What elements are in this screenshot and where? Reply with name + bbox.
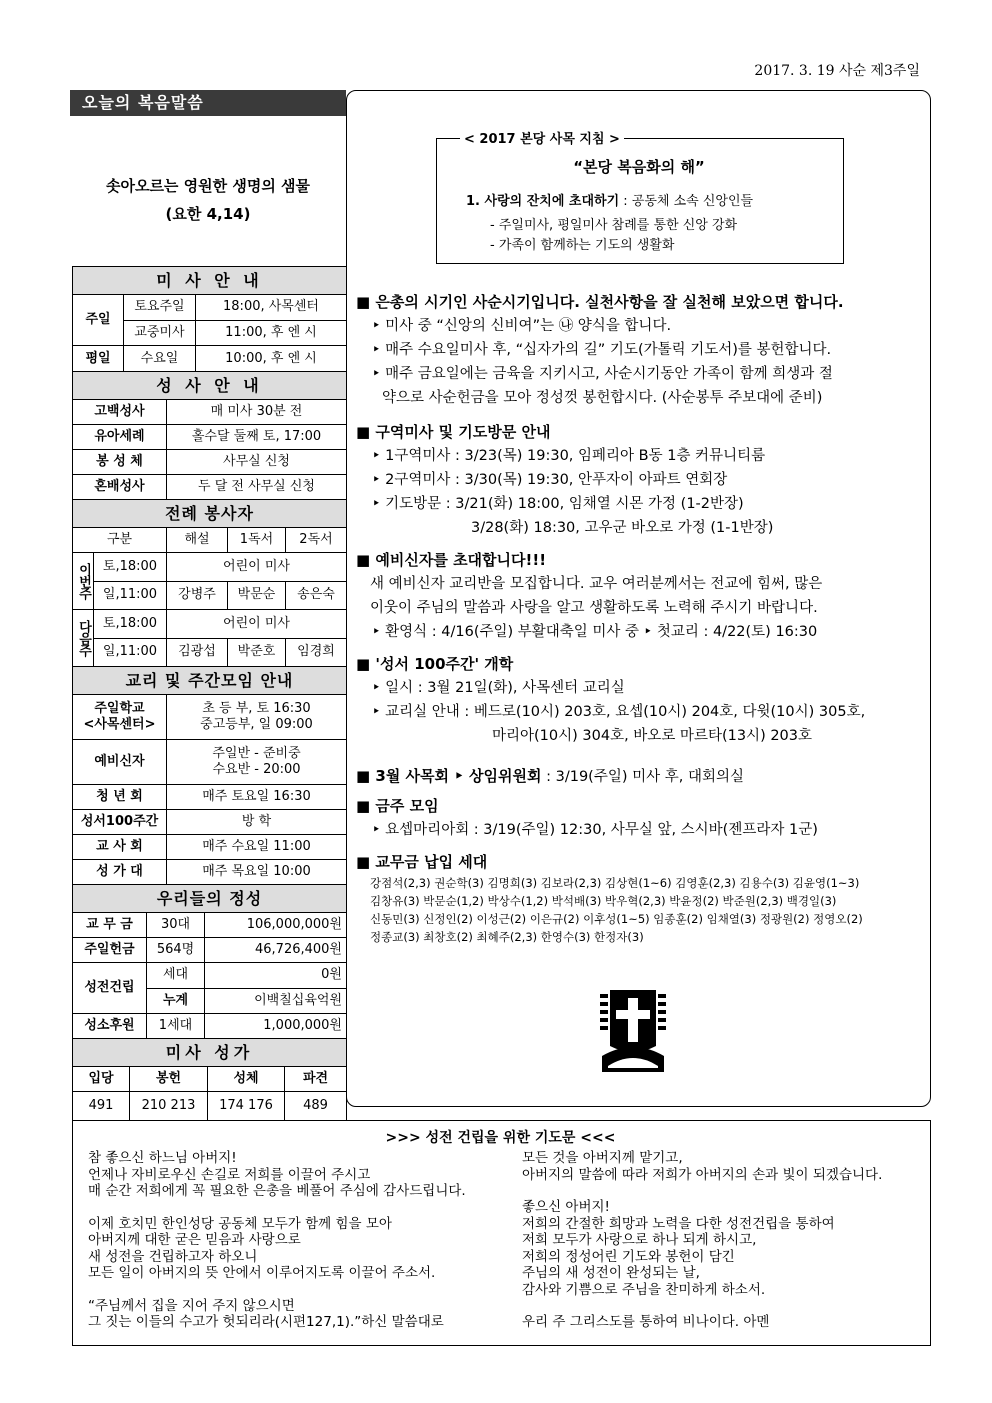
prayer-line [522, 1183, 922, 1199]
sacrament-value: 매 미사 30분 전 [210, 404, 303, 419]
liturgy-reader: 강병주 [167, 582, 228, 610]
news-lent-heading: ■ 은총의 시기인 사순시기입니다. 실천사항을 잘 실천해 보았으면 합니다. [356, 293, 844, 311]
news-catechumen [356, 548, 926, 644]
news-meeting [356, 794, 926, 842]
news-item: ‣ 교리실 안내 : 베드로(10시) 203호, 요셉(10시) 204호, 다윗(10시) 305호, [372, 704, 866, 720]
policy-item1-bold: 1. 사랑의 잔치에 초대하기 [466, 194, 620, 209]
liturgy-header: 2독서 [299, 532, 333, 547]
liturgy-merged: 어린이 미사 [223, 615, 290, 631]
weekday-label: 평일 [73, 346, 124, 371]
gospel-banner [70, 90, 346, 116]
policy-item1-rest: : 공동체 소속 신앙인들 [619, 194, 754, 209]
building-amount: 이백칠십육억원 [254, 992, 342, 1008]
news-item: ‣ 1구역미사 : 3/23(목) 19:30, 임페리아 B동 1층 커뮤니티룸 [372, 448, 766, 464]
doctrine-name: 교 사 회 [73, 835, 167, 859]
news-item: 새 예비신자 교리반을 모집합니다. 교우 여러분께서는 전교에 힘써, 많은 [370, 576, 823, 592]
policy-sub2: - 가족이 함께하는 기도의 생활화 [490, 238, 675, 253]
liturgy-time: 토,18:00 [94, 610, 167, 638]
policy-headline: “본당 복음화의 해” [573, 158, 705, 176]
sacrament-value: 홀수달 둘째 토, 17:00 [191, 429, 322, 444]
news-district [356, 420, 926, 540]
liturgy-header: 구분 [73, 528, 167, 552]
offering-amount: 106,000,000원 [246, 917, 342, 932]
offering-name: 성소후원 [73, 1014, 147, 1038]
dues-list-line: 정종교(3) 최창호(2) 최혜주(2,3) 한영수(3) 한정자(3) [370, 930, 644, 944]
news-bible-heading: ■ '성서 100주간' 개학 [356, 655, 514, 673]
news-dues [356, 850, 926, 946]
policy-item1 [466, 190, 753, 209]
hymn-header: 성체 [208, 1067, 285, 1091]
news-meeting-heading: ■ 금주 모임 [356, 797, 439, 815]
mass-section-title: 미 사 안 내 [73, 267, 346, 295]
prayer-title: >>> 성전 건립을 위한 기도문 <<< [385, 1130, 616, 1146]
offering-name: 교 무 금 [73, 913, 147, 937]
news-council-heading: ■ 3월 사목회 ‣ 상임위원회 [356, 767, 542, 785]
prayer-left-column [88, 1150, 508, 1331]
news-bible [356, 652, 926, 748]
mass-name: 교중미사 [124, 321, 196, 346]
doctrine-name: 청 년 회 [73, 785, 167, 809]
building-amount: 0원 [321, 967, 342, 983]
news-item: ‣ 요셉마리아회 : 3/19(주일) 12:30, 사무실 앞, 스시바(젠프라자 1군) [372, 822, 818, 838]
offering-count: 564명 [147, 938, 205, 962]
news-item: 마리아(10시) 304호, 바오로 마르타(13시) 203호 [492, 728, 813, 744]
mass-name: 수요일 [124, 346, 196, 371]
hymn-header: 입당 [73, 1067, 130, 1091]
liturgy-reader: 김광섭 [167, 639, 228, 667]
building-count: 세대 [147, 963, 205, 988]
sacrament-name: 혼배성사 [73, 475, 167, 499]
prayer-line [88, 1282, 508, 1298]
policy-sub1: - 주일미사, 평일미사 참례를 통한 신앙 강화 [490, 218, 738, 233]
news-council [356, 764, 926, 789]
building-count: 누계 [147, 989, 205, 1014]
sacrament-section-title: 성 사 안 내 [73, 372, 346, 400]
offering-name: 주일헌금 [73, 938, 147, 962]
prayer-line: 매 순간 저희에게 꼭 필요한 은총을 베풀어 주심에 감사드립니다. [88, 1183, 466, 1199]
doctrine-value: 매주 수요일 11:00 [202, 839, 311, 854]
liturgy-section-title: 전례 봉사자 [73, 500, 346, 528]
prayer-line: 아버지께 대한 굳은 믿음과 사랑으로 [88, 1232, 301, 1248]
doctrine-value: 초 등 부, 토 16:30 중고등부, 일 09:00 [200, 701, 313, 732]
news-item: ‣ 미사 중 “신앙의 신비여”는 ㉯ 양식을 합니다. [372, 318, 672, 334]
prayer-line: 감사와 기쁨으로 주님을 찬미하게 하소서. [522, 1281, 766, 1298]
policy-title: < 2017 본당 사목 지침 > [460, 128, 624, 147]
gospel-verse [70, 172, 346, 228]
liturgy-time: 일,11:00 [94, 582, 167, 610]
news-district-heading: ■ 구역미사 및 기도방문 안내 [356, 423, 551, 441]
prayer-line: 새 성전을 건립하고자 하오니 [88, 1248, 258, 1265]
liturgy-reader: 박준호 [228, 639, 286, 667]
news-item: 3/28(화) 18:30, 고우군 바오로 가정 (1-1반장) [471, 520, 774, 536]
doctrine-value: 주일반 - 준비중 수요반 - 20:00 [212, 746, 301, 777]
prayer-line: 저희의 간절한 희망과 노력을 다한 성전건립을 통하여 [522, 1215, 835, 1232]
mass-name: 토요주일 [124, 295, 196, 320]
news-dues-heading: ■ 교무금 납입 세대 [356, 853, 488, 871]
prayer-line [522, 1298, 922, 1314]
news-catechumen-heading: ■ 예비신자를 초대합니다!!! [356, 551, 547, 569]
liturgy-time: 토,18:00 [94, 553, 167, 581]
prayer-line: 언제나 자비로우신 손길로 저희를 이끌어 주시고 [88, 1166, 371, 1183]
building-label: 성전건립 [73, 963, 147, 1013]
prayer-line: 모든 일이 아버지의 뜻 안에서 이루어지도록 이끌어 주소서. [88, 1265, 436, 1281]
doctrine-name: 주일학교 <사목센터> [73, 695, 167, 739]
liturgy-reader: 송은숙 [297, 587, 335, 603]
doctrine-value: 매주 목요일 10:00 [202, 864, 311, 879]
prayer-line: 좋으신 아버지! [522, 1199, 610, 1215]
parish-cross-logo-icon [600, 988, 666, 1072]
dues-list-line: 신동민(3) 신정인(2) 이성근(2) 이은규(2) 이후성(1~5) 임종훈(2) 임채열(3) 정광원(2) 정영오(2) [370, 912, 863, 926]
news-item: 이웃이 주님의 말씀과 사랑을 알고 생활하도록 노력해 주시기 바랍니다. [370, 600, 818, 616]
hymn-value: 210 213 [130, 1092, 208, 1120]
sacrament-name: 고백성사 [73, 400, 167, 424]
prayer-line: 그 짓는 이들의 수고가 헛되리라(시편127,1).”하신 말씀대로 [88, 1314, 444, 1330]
sacrament-name: 유아세례 [73, 425, 167, 449]
sacrament-value: 두 달 전 사무실 신청 [198, 479, 315, 494]
prayer-line: 저희의 정성어린 기도와 봉헌이 담긴 [522, 1248, 735, 1265]
verse-line1: 솟아오르는 영원한 생명의 샘물 [105, 177, 311, 195]
liturgy-reader: 박문순 [228, 582, 286, 610]
gospel-banner-label: 오늘의 복음말씀 [82, 93, 204, 112]
hymn-header: 봉헌 [130, 1067, 208, 1091]
mass-time: 11:00, 후 엔 시 [225, 324, 317, 340]
dues-list-line: 강점석(2,3) 권순학(3) 김명희(3) 김보라(2,3) 김상현(1~6) 김영훈(2,3) 김용수(3) 김윤영(1~3) [370, 876, 860, 890]
liturgy-merged: 어린이 미사 [223, 558, 290, 574]
offering-count: 30대 [147, 913, 205, 937]
sunday-label: 주일 [73, 295, 124, 345]
hymn-value: 174 176 [208, 1092, 285, 1120]
hymn-value: 491 [73, 1092, 130, 1120]
prayer-line: 저희 모두가 사랑으로 하나 되게 하시고, [522, 1232, 757, 1248]
news-item: 약으로 사순헌금을 모아 정성껏 봉헌합시다. (사순봉투 주보대에 준비) [382, 390, 823, 406]
hymn-value: 489 [303, 1098, 328, 1113]
liturgy-time: 일,11:00 [94, 639, 167, 667]
doctrine-section-title: 교리 및 주간모임 안내 [73, 667, 346, 695]
hymn-header: 파견 [302, 1071, 329, 1086]
news-item: ‣ 매주 금요일에는 금육을 지키시고, 사순시기동안 가족이 함께 희생과 절 [372, 366, 833, 382]
this-week-label: 이번주 [73, 553, 94, 609]
next-week-label: 다음주 [73, 610, 94, 666]
verse-line2: (요한 4,14) [165, 205, 251, 223]
dues-list-line: 김창유(3) 박문순(1,2) 박상수(1,2) 박석배(3) 박우혁(2,3) 박윤정(2) 박준원(2,3) 백경일(3) [370, 894, 837, 908]
prayer-line: 모든 것을 아버지께 맡기고, [522, 1150, 683, 1166]
sacrament-value: 사무실 신청 [223, 454, 290, 469]
news-lent [356, 290, 926, 410]
news-item: ‣ 환영식 : 4/16(주일) 부활대축일 미사 중 ‣ 첫교리 : 4/22(토) 16:30 [372, 624, 818, 640]
liturgy-header: 1독서 [228, 528, 286, 552]
news-item: ‣ 일시 : 3월 21일(화), 사목센터 교리실 [372, 680, 625, 696]
prayer-line: 우리 주 그리스도를 통하여 비나이다. 아멘 [522, 1314, 770, 1330]
sacrament-name: 봉 성 체 [73, 450, 167, 474]
offering-amount: 1,000,000원 [263, 1018, 342, 1033]
mass-time: 10:00, 후 엔 시 [225, 350, 317, 366]
doctrine-value: 매주 토요일 16:30 [202, 789, 311, 804]
bulletin-date: 2017. 3. 19 사순 제3주일 [754, 63, 920, 79]
doctrine-name: 성서100주간 [73, 810, 167, 834]
doctrine-value: 방 학 [241, 814, 272, 829]
doctrine-name: 예비신자 [73, 740, 167, 784]
prayer-line: 참 좋으신 하느님 아버지! [88, 1150, 237, 1166]
prayer-line: 아버지의 말씀에 따라 저희가 아버지의 손과 빛이 되겠습니다. [522, 1166, 883, 1183]
hymn-section-title: 미사 성가 [73, 1039, 346, 1067]
prayer-line [88, 1200, 508, 1216]
prayer-line: “주님께서 집을 지어 주지 않으시면 [88, 1297, 295, 1314]
liturgy-header: 해설 [167, 528, 228, 552]
prayer-line: 이제 호치민 한인성당 공동체 모두가 함께 힘을 모아 [88, 1215, 392, 1232]
offering-amount: 46,726,400원 [255, 942, 342, 957]
news-council-rest: : 3/19(주일) 미사 후, 대회의실 [541, 769, 744, 785]
doctrine-name: 성 가 대 [73, 860, 167, 884]
prayer-right-column [522, 1150, 922, 1331]
prayer-line: 주님의 새 성전이 완성되는 날, [522, 1265, 700, 1281]
news-item: ‣ 2구역미사 : 3/30(목) 19:30, 안푸자이 아파트 연회장 [372, 472, 728, 488]
info-table [72, 266, 347, 1121]
offering-section-title: 우리들의 정성 [73, 885, 346, 913]
liturgy-reader: 임경희 [297, 644, 335, 660]
mass-time: 18:00, 사목센터 [223, 299, 319, 315]
news-item: ‣ 매주 수요일미사 후, “십자가의 길” 기도(가톨릭 기도서)를 봉헌합니다. [372, 342, 832, 358]
news-item: ‣ 기도방문 : 3/21(화) 18:00, 임채열 시몬 가정 (1-2반장) [372, 496, 744, 512]
offering-count: 1세대 [147, 1014, 205, 1038]
